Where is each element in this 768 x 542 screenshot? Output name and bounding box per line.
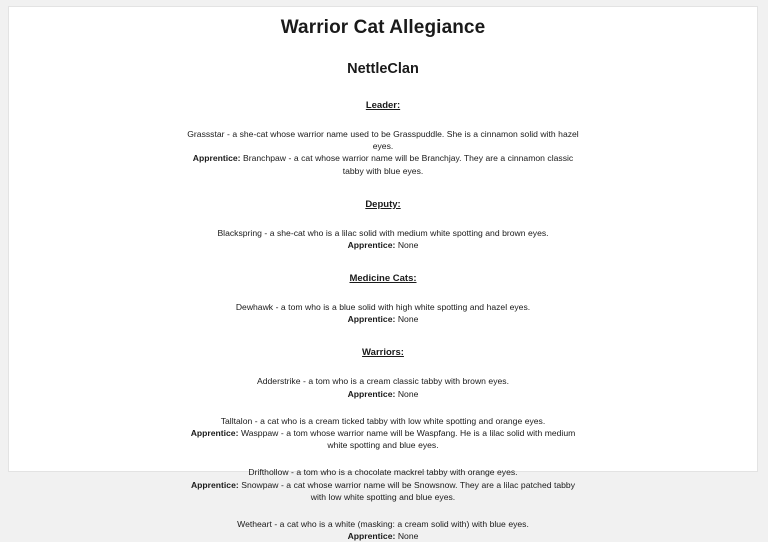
clan-name-heading: NettleClan: [347, 60, 419, 77]
page-title: Warrior Cat Allegiance: [280, 17, 486, 38]
apprentice-label: Apprentice:: [347, 239, 396, 250]
section-heading: Warriors:: [362, 347, 404, 359]
apprentice-value: Snowpaw - a cat whose warrior name will be Snowsnow. They are a lilac patched tabby with low white spotting and blue eyes.: [238, 479, 576, 502]
cat-entry: [185, 211, 581, 251]
cat-description: Drifthollow - a tom who is a chocolate mackrel tabby with orange eyes.: [248, 467, 518, 478]
apprentice-line: [185, 388, 581, 400]
cat-description: Talltalon - a cat who is a cream ticked tabby with low white spotting and orange eyes.: [220, 415, 546, 426]
apprentice-line: [185, 313, 581, 325]
cat-description: Blackspring - a she-cat who is a lilac solid with medium white spotting and brown eyes.: [217, 227, 549, 238]
cat-entry: [185, 451, 581, 503]
apprentice-label: Apprentice:: [347, 314, 396, 325]
apprentice-label: Apprentice:: [347, 388, 396, 399]
cat-description: Adderstrike - a tom who is a cream classic tabby with brown eyes.: [257, 376, 509, 387]
section-heading: Leader:: [365, 100, 401, 112]
apprentice-label: Apprentice:: [347, 531, 396, 542]
cat-entry: [185, 112, 581, 177]
apprentice-value: Branchpaw - a cat whose warrior name will be Branchjay. They are a cinnamon classic tabby with blue eyes.: [240, 153, 574, 176]
apprentice-label: Apprentice:: [192, 153, 241, 164]
apprentice-value: None: [395, 531, 419, 542]
document-content: [185, 7, 581, 542]
cat-entry: [185, 285, 581, 325]
apprentice-line: [185, 530, 581, 542]
cat-entry: [185, 359, 581, 399]
sections-container: [185, 78, 581, 542]
apprentice-value: Wasppaw - a tom whose warrior name will be Waspfang. He is a lilac solid with medium white spotting and blue eyes.: [238, 427, 576, 451]
cat-description: Dewhawk - a tom who is a blue solid with high white spotting and hazel eyes.: [235, 302, 531, 313]
cat-description: Grassstar - a she-cat whose warrior name used to be Grasspuddle. She is a cinnamon solid with hazel eyes.: [187, 129, 579, 152]
section-heading: Deputy:: [365, 198, 401, 210]
cat-entry: [185, 400, 581, 452]
apprentice-value: None: [395, 314, 419, 325]
apprentice-line: [185, 427, 581, 451]
apprentice-value: None: [395, 388, 419, 399]
cat-entry: [185, 503, 581, 542]
apprentice-line: [185, 152, 581, 176]
document-page: [8, 6, 758, 542]
apprentice-line: [185, 479, 581, 503]
apprentice-label: Apprentice:: [190, 427, 239, 438]
cat-description: Wetheart - a cat who is a white (masking: a cream solid with) with blue eyes.: [237, 518, 529, 529]
apprentice-value: None: [395, 239, 419, 250]
apprentice-line: [185, 239, 581, 251]
apprentice-label: Apprentice:: [190, 479, 239, 490]
section-heading: Medicine Cats:: [349, 273, 417, 285]
